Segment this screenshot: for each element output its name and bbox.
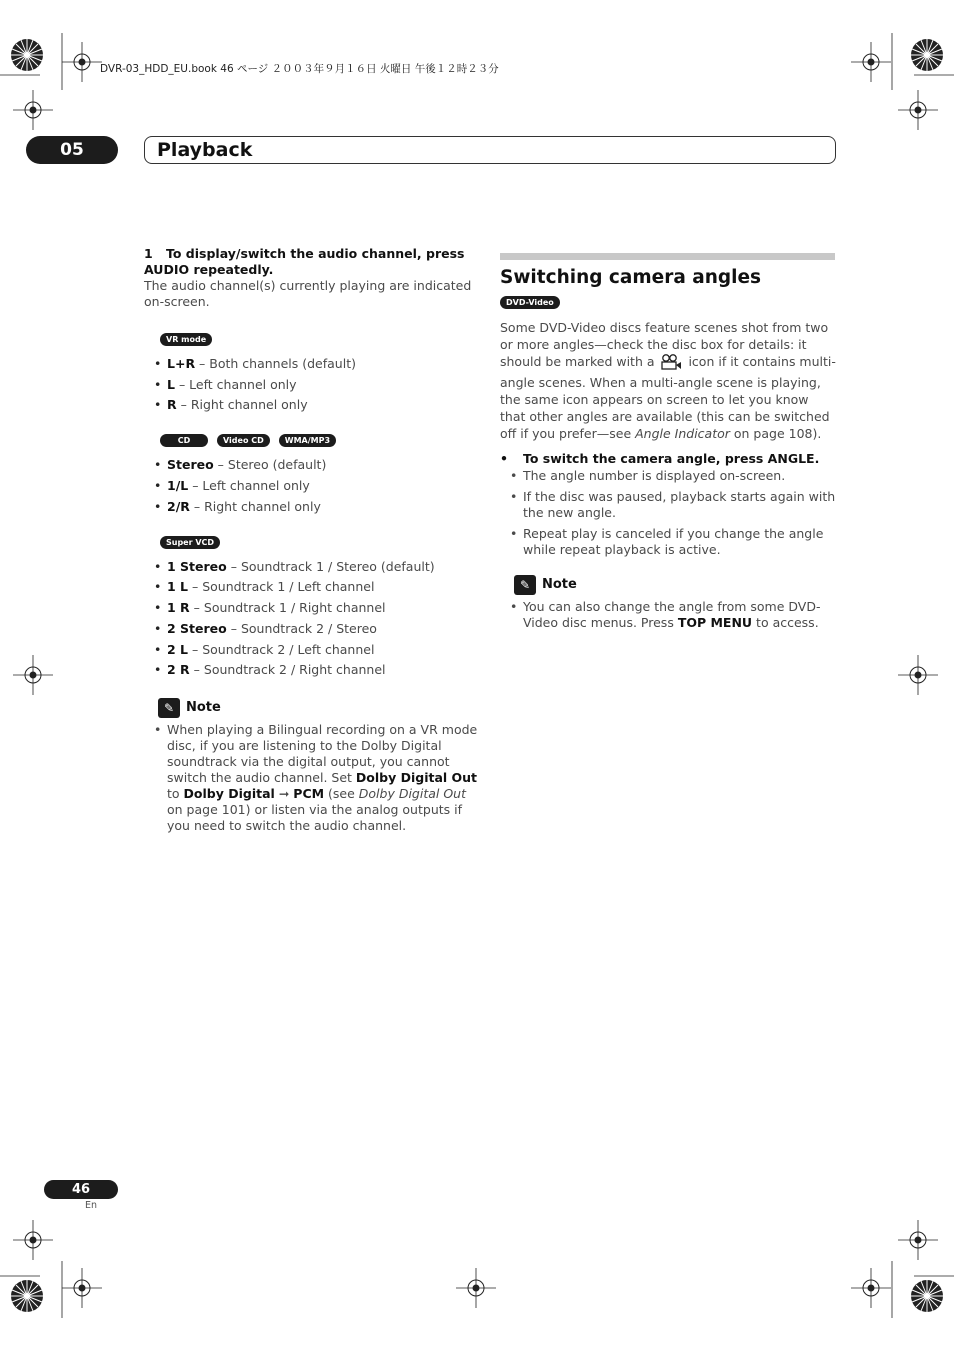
note-label: Note bbox=[542, 577, 577, 592]
option-key: L+R bbox=[167, 356, 196, 371]
list-item bbox=[154, 662, 480, 678]
option-key: 1/L bbox=[167, 478, 189, 494]
page-language: En bbox=[85, 1200, 98, 1211]
registration-mark-icon bbox=[898, 90, 938, 130]
starburst-mark-icon bbox=[911, 1280, 943, 1312]
note-list bbox=[144, 722, 480, 834]
option-key: Stereo bbox=[167, 457, 214, 473]
list-item bbox=[154, 621, 480, 637]
option-key: L bbox=[167, 376, 175, 392]
badge-wma-mp3: WMA/MP3 bbox=[279, 434, 336, 447]
badge-dvd-video: DVD-Video bbox=[500, 296, 560, 309]
option-text: – Soundtrack 1 / Right channel bbox=[189, 600, 386, 616]
note-heading bbox=[514, 575, 836, 595]
badge-video-cd: Video CD bbox=[217, 434, 270, 447]
starburst-mark-icon bbox=[11, 1280, 43, 1312]
chapter-number: 05 bbox=[26, 136, 118, 164]
step-title bbox=[144, 246, 480, 278]
note-bold: Dolby Digital Out bbox=[355, 770, 478, 786]
list-item bbox=[154, 356, 480, 372]
option-text: – Soundtrack 2 / Right channel bbox=[189, 662, 386, 678]
note-heading bbox=[158, 698, 480, 718]
instruction-details bbox=[500, 468, 836, 558]
chapter-title: Playback bbox=[144, 136, 836, 164]
list-item bbox=[154, 377, 480, 393]
note-text: You can also change the angle from some DVD-Video disc menus. Press bbox=[523, 599, 821, 630]
badge-row-vr bbox=[160, 333, 480, 346]
registration-mark-icon bbox=[851, 1268, 891, 1308]
note-item bbox=[154, 722, 480, 834]
option-list-svcd bbox=[144, 559, 480, 678]
badge-row-cd bbox=[160, 434, 480, 447]
option-text: – Left channel only bbox=[174, 376, 297, 392]
registration-mark-icon bbox=[898, 655, 938, 695]
list-item bbox=[154, 642, 480, 658]
option-list-cd bbox=[144, 457, 480, 514]
registration-mark-icon bbox=[851, 42, 891, 82]
intro-italic: Angle Indicator bbox=[635, 426, 730, 441]
right-column bbox=[500, 253, 836, 631]
list-item: • If the disc was paused, playback starts again with the new angle. bbox=[510, 489, 836, 521]
note-text: to access. bbox=[752, 615, 819, 630]
starburst-mark-icon bbox=[11, 39, 43, 71]
note-text: When playing a Bilingual recording on a VR mode disc, if you are listening to the Dolby Digital soundtrack via the digital output, you cannot switch the audio channel. Set bbox=[167, 722, 478, 786]
note-label: Note bbox=[186, 700, 221, 716]
registration-mark-icon bbox=[62, 1268, 102, 1308]
intro-text: on page 108). bbox=[729, 426, 822, 441]
pencil-note-icon: ✎ bbox=[514, 575, 536, 595]
option-list-vr bbox=[144, 356, 480, 413]
badge-row-dvd bbox=[500, 293, 836, 309]
badge-super-vcd: Super VCD bbox=[160, 536, 220, 549]
step-title-text: To display/switch the audio channel, press AUDIO repeatedly. bbox=[144, 246, 465, 277]
list-item bbox=[154, 579, 480, 595]
list-item bbox=[154, 397, 480, 413]
list-item: • Repeat play is canceled if you change the angle while repeat playback is active. bbox=[510, 526, 836, 558]
list-item bbox=[154, 478, 480, 494]
option-text: – Stereo (default) bbox=[213, 457, 327, 473]
list-item bbox=[154, 600, 480, 616]
starburst-mark-icon bbox=[911, 39, 943, 71]
option-key: 2 Stereo bbox=[167, 620, 227, 636]
option-text: – Soundtrack 1 / Left channel bbox=[188, 579, 375, 595]
option-text: – Right channel only bbox=[176, 397, 308, 413]
option-text: – Left channel only bbox=[188, 478, 310, 494]
list-item bbox=[154, 457, 480, 473]
option-key: 2/R bbox=[167, 498, 190, 514]
section-rule bbox=[500, 253, 835, 260]
note-item bbox=[510, 599, 836, 631]
option-key: 2 L bbox=[167, 641, 189, 657]
badge-row-svcd bbox=[160, 536, 480, 549]
option-key: 1 R bbox=[167, 600, 190, 616]
badge-cd: CD bbox=[160, 434, 208, 447]
instruction: • To switch the camera angle, press ANGLE. bbox=[500, 451, 836, 467]
note-text: to bbox=[167, 786, 184, 802]
note-text: on page 101) or listen via the analog outputs if you need to switch the audio channel. bbox=[167, 802, 463, 834]
registration-mark-icon bbox=[13, 655, 53, 695]
print-slug: DVR-03_HDD_EU.book 46 ページ ２００３年９月１６日 火曜日 午後１２時２３分 bbox=[100, 63, 499, 75]
intro-text: icon if it contains multi-angle scenes. When a multi-angle scene is playing, the same icon appears on screen to let you know that other angles are available (this can be switched off if you prefer—see bbox=[500, 354, 836, 441]
registration-mark-icon bbox=[898, 1220, 938, 1260]
option-text: – Both channels (default) bbox=[195, 356, 356, 371]
list-item bbox=[154, 559, 480, 575]
option-text: – Soundtrack 2 / Left channel bbox=[188, 641, 375, 657]
badge-vr-mode: VR mode bbox=[160, 333, 212, 346]
registration-mark-icon bbox=[62, 42, 102, 82]
option-key: 2 R bbox=[167, 662, 190, 678]
option-text: – Right channel only bbox=[189, 498, 321, 514]
registration-mark-icon bbox=[13, 1220, 53, 1260]
option-key: 1 Stereo bbox=[167, 558, 227, 574]
registration-mark-icon bbox=[13, 90, 53, 130]
list-item: • The angle number is displayed on-screen. bbox=[510, 468, 836, 484]
registration-mark-icon bbox=[456, 1268, 496, 1308]
section-title: Switching camera angles bbox=[500, 267, 762, 288]
option-key: R bbox=[167, 397, 177, 413]
note-text: (see bbox=[324, 786, 359, 802]
intro-text: Some DVD-Video discs feature scenes shot from two or more angles—check the disc box for details: it should be marked with a bbox=[500, 320, 829, 369]
note-italic: Dolby Digital Out bbox=[358, 786, 467, 802]
step-description: The audio channel(s) currently playing are indicated on-screen. bbox=[144, 278, 472, 309]
arrow-icon: ➞ bbox=[278, 786, 290, 802]
camera-angle-icon bbox=[660, 354, 682, 374]
list-item bbox=[154, 499, 480, 515]
note-bold: Dolby Digital bbox=[183, 786, 275, 802]
section-intro bbox=[500, 319, 836, 442]
note-list bbox=[500, 599, 836, 631]
step-number: 1 bbox=[144, 246, 153, 261]
page-number: 46 bbox=[44, 1180, 118, 1199]
option-text: – Soundtrack 1 / Stereo (default) bbox=[226, 558, 435, 574]
left-column bbox=[144, 246, 480, 834]
option-text: – Soundtrack 2 / Stereo bbox=[226, 620, 377, 636]
note-bold: TOP MENU bbox=[677, 615, 753, 630]
option-key: 1 L bbox=[167, 579, 189, 595]
note-bold: PCM bbox=[293, 786, 325, 802]
pencil-note-icon: ✎ bbox=[158, 698, 180, 718]
